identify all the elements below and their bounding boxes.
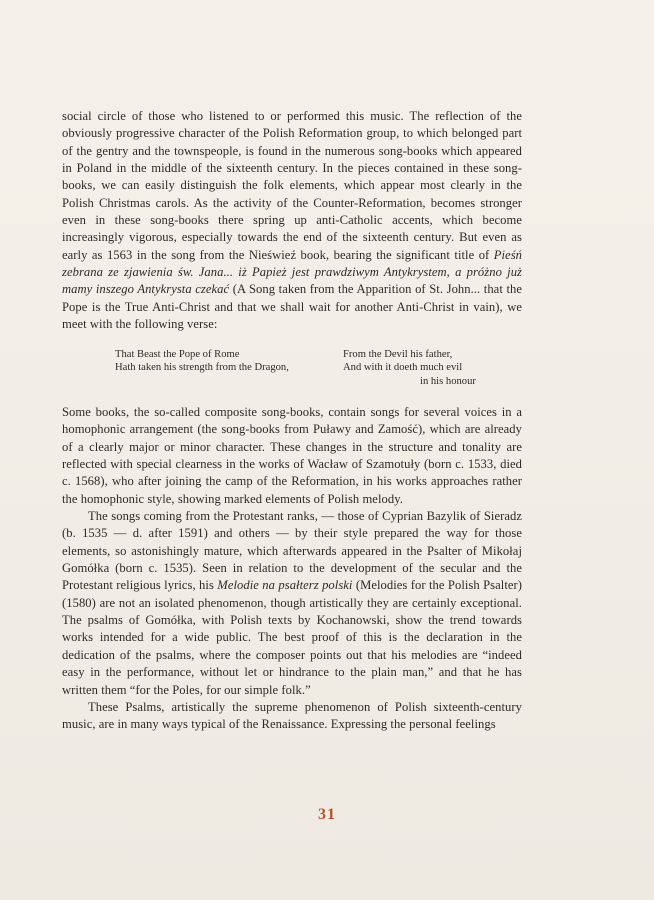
paragraph-1-text-start: social circle of those who listened to or performed this music. The reflection of the obviously progressive character of the Polish Reformation group, to which belonged part of the gentry and the townspeople, is found in the numerous song-books which appeared in Poland in the middle of the sixteenth century. In the pieces contained in these song-books, we can easily distinguish the folk elements, which appear most clearly in the Polish Christmas carols. As the activity of the Counter-Reformation, becomes stronger even in these song-books there spring up anti-Catholic accents, which become increasingly vigorous, especially towards the end of the sixteenth century. But even as early as 1563 in the song from the Nieświeź book, bearing the significant title of [62,109,522,262]
page-number: 31 [318,806,336,823]
body-text-continued [62,404,522,734]
verse-line: in his honour [420,375,476,387]
verse-line: And with it doeth much evil [343,362,463,374]
paragraph-1 [62,108,522,333]
verse-line: From the Devil his father, [343,349,453,360]
paragraph-2: Some books, the so-called composite song-books, contain songs for several voices in a homophonic arrangement (the song-books from Puławy and Zamość), which are already of a clearly major or minor character. These changes in the structure and tonality are reflected with special clearness in the works of Wacław of Szamotuły (born c. 1533, died c. 1568), who after joining the camp of the Reformation, in his works approaches rather the homophonic style, showing marked elements of Polish melody. [62,405,522,506]
psalter-title-italic: Melodie na psałterz polski [217,578,353,593]
verse-line: That Beast the Pope of Rome [115,349,240,360]
verse-line: Hath taken his strength from the Dragon, [115,362,289,374]
paragraph-1-text-end: (A Song taken from the Apparition of St. John... that the Pope is the True Anti-Christ and that we shall wait for another Anti-Christ in vain), we meet with the following verse: [62,282,522,332]
paragraph-3-text-end: (Melodies for the Polish Psalter) (1580) are not an isolated phenomenon, though artistically they are certainly exceptional. The psalms of Gomółka, with Polish texts by Kochanowski, show the trend towards works intended for a wide public. The best proof of this is the declaration in the dedication of the psalms, where the composer points out that his melodies are “indeed easy in the performance, without let or hindrance to the plain man,” and that he has written them “for the Poles, for our simple folk.” [62,578,522,697]
song-title-italic: Pieśń zebrana ze zjawienia św. Jana... iż Papież jest prawdziwym Antykrystem, a próżno już mamy inszego Antykrysta czekać [62,247,522,297]
verse-quotation [115,348,488,392]
paragraph-4: These Psalms, artistically the supreme phenomenon of Polish sixteenth-century music, are in many ways typical of the Renaissance. Expressing the personal feelings [62,699,522,732]
verse-left-column [115,348,325,375]
paragraph-3-text-start: The songs coming from the Protestant ranks, — those of Cyprian Bazylik of Sieradz (b. 1535 — d. after 1591) and others — by their style prepared the way for those elements, so astonishingly mature, which afterwards appeared in the Psalter of Mikołaj Gomółka (born c. 1535). Seen in relation to the development of the secular and the Protestant religious lyrics, his [62,509,522,593]
paragraph-3 [62,508,522,699]
verse-right-column [343,348,488,388]
